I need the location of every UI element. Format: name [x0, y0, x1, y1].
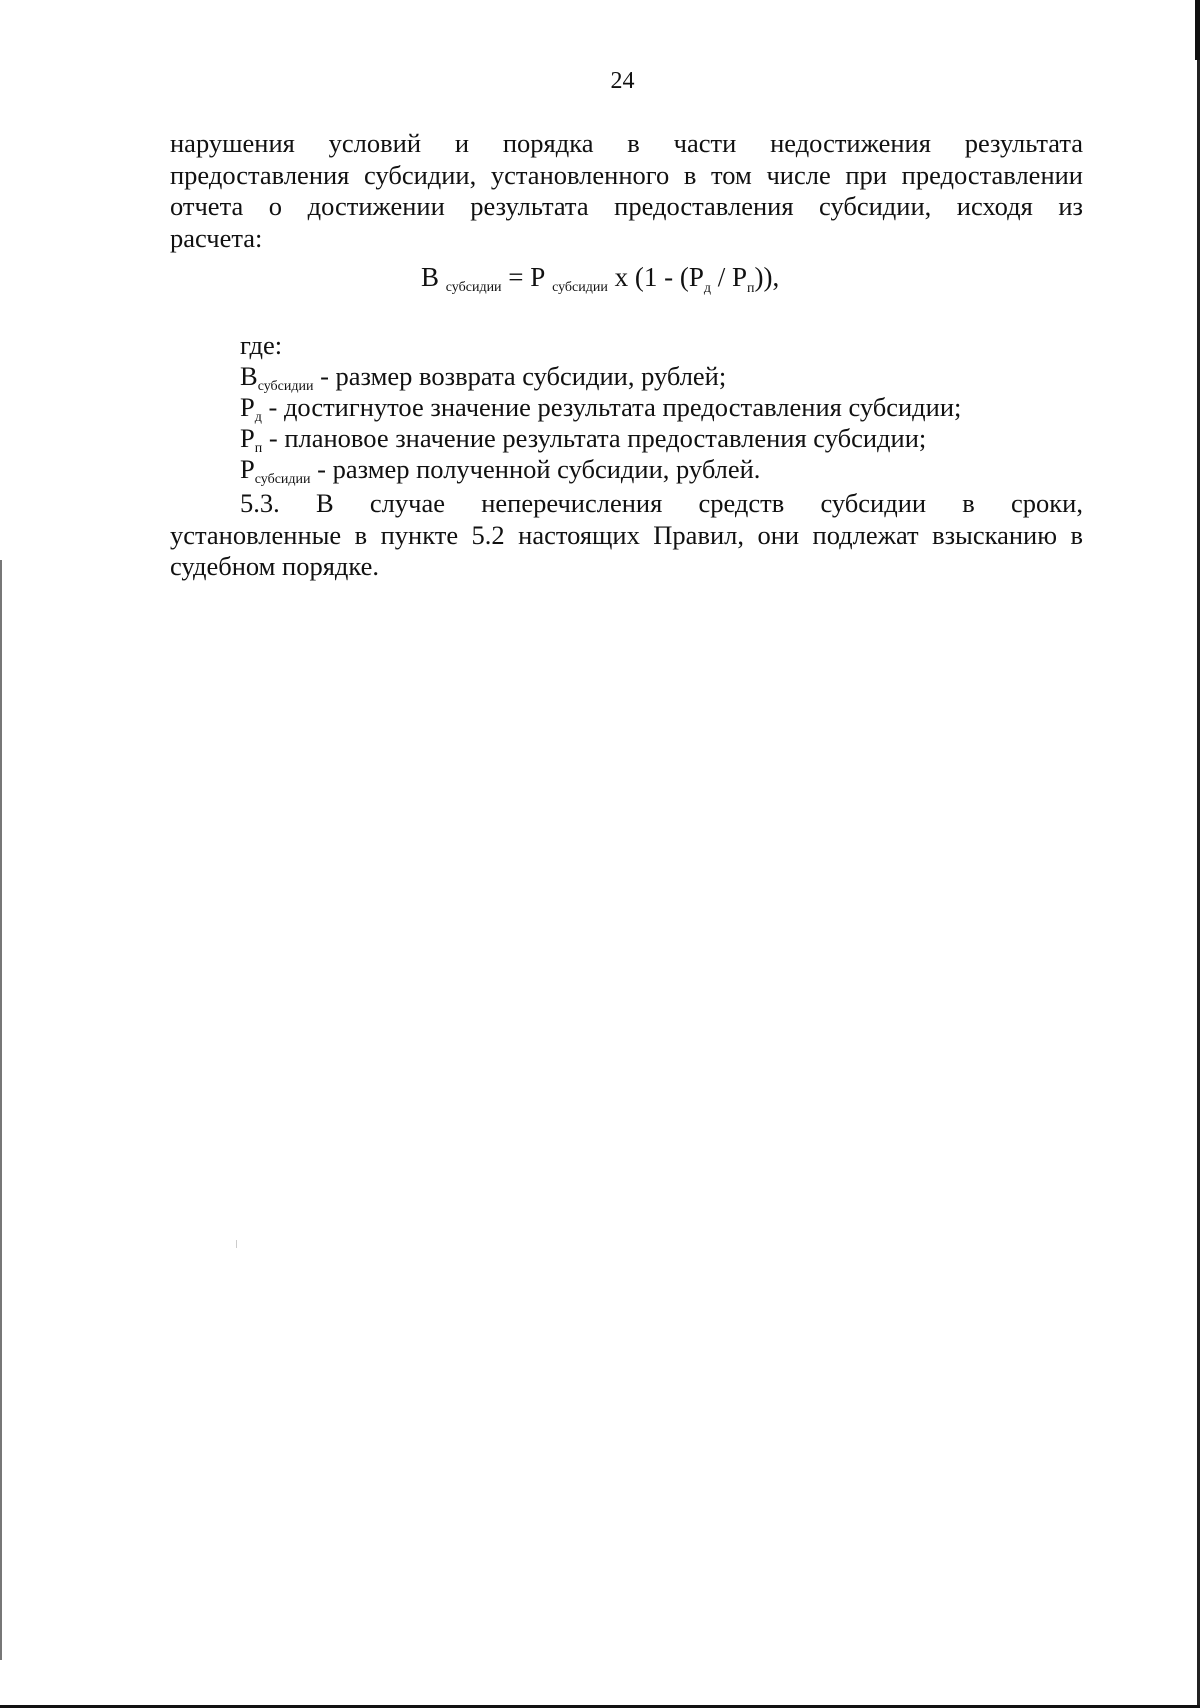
scan-artifact	[236, 1240, 237, 1248]
definition-symbol: Р	[240, 423, 255, 453]
intro-line: нарушения условий и порядка в части недостижения результата	[170, 128, 1083, 158]
definition-text: - размер возврата субсидии, рублей;	[313, 361, 727, 391]
intro-paragraph	[170, 128, 1083, 254]
formula-subscript-p: п	[747, 281, 755, 296]
formula	[421, 262, 779, 297]
formula-rhs-part: х (1 - (Р	[614, 262, 704, 292]
formula-equals: =	[508, 262, 524, 292]
definition-symbol: Р	[240, 392, 255, 422]
definition-text: - плановое значение результата предоставления субсидии;	[262, 423, 927, 453]
clause-5-3	[170, 488, 1083, 583]
definition-subscript: д	[254, 410, 262, 425]
definition-subscript: субсидии	[254, 472, 311, 487]
definition-subscript: п	[254, 441, 263, 456]
formula-lhs-symbol: В	[421, 262, 440, 292]
page-number: 24	[610, 68, 635, 94]
clause-line: установленные в пункте 5.2 настоящих Правил, они подлежат взысканию в	[170, 519, 1083, 550]
formula-rhs-part: )),	[754, 262, 780, 292]
formula-subscript-d: д	[703, 281, 711, 296]
definition-text: - достигнутое значение результата предоставления субсидии;	[261, 392, 962, 422]
formula-rhs-part: / Р	[710, 262, 747, 292]
formula-lhs-subscript: субсидии	[445, 280, 502, 295]
intro-line: предоставления субсидии, установленного в том числе при предоставлении	[170, 159, 1083, 190]
where-label: где:	[240, 330, 283, 360]
clause-line: 5.3. В случае неперечисления средств субсидии в сроки,	[240, 488, 1083, 518]
clause-line: судебном порядке.	[170, 551, 379, 581]
scan-border-right-top	[1195, 0, 1200, 60]
formula-rhs-symbol: Р	[530, 262, 546, 292]
definition-subscript: субсидии	[257, 379, 314, 394]
intro-line: отчета о достижении результата предоставления субсидии, исходя из	[170, 191, 1083, 221]
formula-rhs-subscript: субсидии	[552, 280, 608, 295]
scan-border-left	[0, 560, 2, 1660]
definition-symbol: В	[240, 361, 258, 391]
intro-line: расчета:	[170, 222, 263, 253]
definition-symbol: Р	[240, 454, 255, 484]
definition-text: - размер полученной субсидии, рублей.	[310, 454, 761, 484]
